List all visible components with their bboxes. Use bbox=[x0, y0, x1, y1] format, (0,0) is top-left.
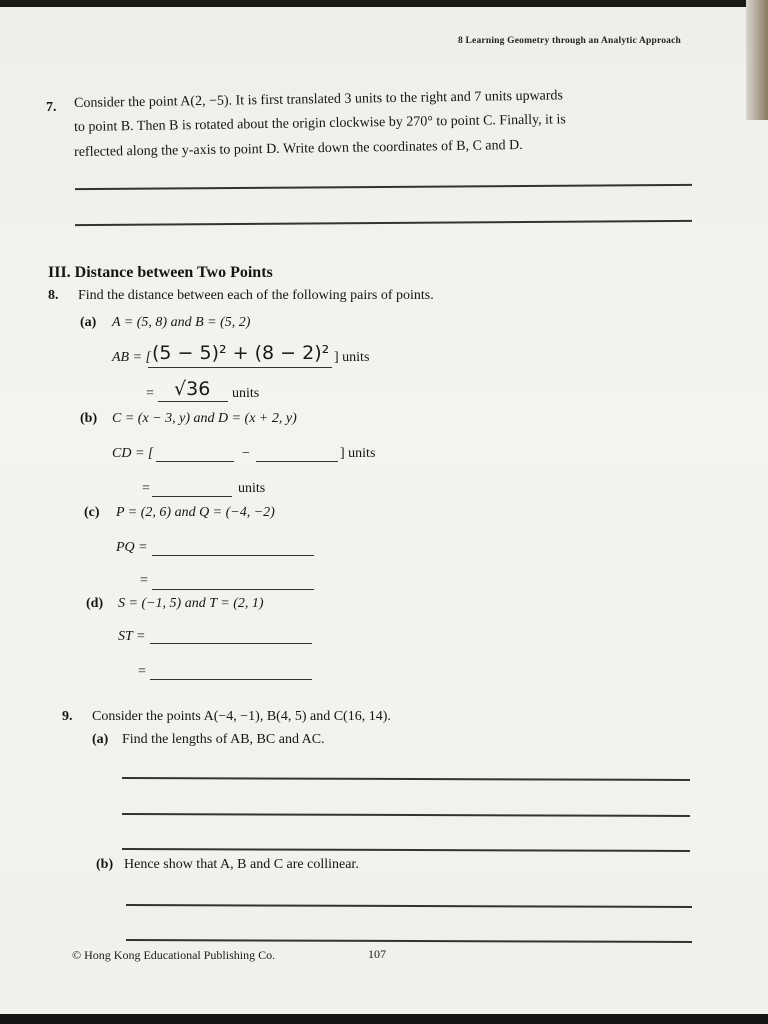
scan-right-edge bbox=[746, 0, 768, 120]
page-number: 107 bbox=[368, 947, 386, 961]
q7-number: 7. bbox=[46, 100, 57, 115]
q9a-answer-line-1[interactable] bbox=[122, 777, 690, 780]
q9b-answer-line-2[interactable] bbox=[126, 939, 692, 942]
q9-prompt: Consider the points A(−4, −1), B(4, 5) and C(16, 14). bbox=[92, 709, 391, 724]
q8a-equals: = bbox=[146, 386, 154, 401]
q9-number: 9. bbox=[62, 709, 73, 724]
q8b-blank-2[interactable] bbox=[256, 461, 338, 462]
q8d-blank-1[interactable] bbox=[150, 643, 312, 644]
scan-top-edge bbox=[0, 0, 768, 7]
q8b-equals: = bbox=[142, 481, 150, 496]
running-header: 8 Learning Geometry through an Analytic Approach bbox=[458, 36, 682, 46]
q8c-equals: = bbox=[140, 573, 148, 588]
q7-answer-line-2[interactable] bbox=[75, 220, 692, 226]
scan-bottom-edge bbox=[0, 1014, 768, 1024]
q8b-blank-3[interactable] bbox=[152, 496, 232, 497]
q8b-blank-1[interactable] bbox=[156, 461, 234, 462]
q8a-lhs: AB = [ bbox=[112, 350, 151, 365]
q8c-label: (c) bbox=[84, 505, 100, 520]
publisher-credit: © Hong Kong Educational Publishing Co. bbox=[72, 948, 276, 962]
q8b-close: ] units bbox=[340, 446, 376, 461]
q8d-given: S = (−1, 5) and T = (2, 1) bbox=[118, 596, 264, 611]
q8a-close: ] units bbox=[334, 350, 370, 365]
q8-number: 8. bbox=[48, 288, 59, 303]
q8d-lhs: ST = bbox=[118, 629, 146, 644]
q9b-label: (b) bbox=[96, 857, 114, 872]
q8b-lhs: CD = [ bbox=[112, 446, 154, 461]
q8a-blank-1[interactable] bbox=[148, 367, 332, 368]
q8a-blank-2[interactable] bbox=[158, 401, 228, 402]
q8b-minus: − bbox=[242, 446, 250, 461]
q8b-given: C = (x − 3, y) and D = (x + 2, y) bbox=[112, 411, 297, 426]
section-title: III. Distance between Two Points bbox=[48, 264, 273, 281]
q8a-handwritten-answer: √36 bbox=[174, 378, 211, 400]
q8c-given: P = (2, 6) and Q = (−4, −2) bbox=[116, 505, 275, 520]
q8-prompt: Find the distance between each of the following pairs of points. bbox=[78, 288, 434, 303]
q8a-label: (a) bbox=[80, 315, 97, 330]
q8b-unit: units bbox=[238, 481, 266, 496]
q7-line-1: Consider the point A(2, −5). It is first translated 3 units to the right and 7 units upwards bbox=[74, 88, 564, 111]
q7-line-3: reflected along the y-axis to point D. Write down the coordinates of B, C and D. bbox=[74, 137, 523, 160]
q7-answer-line-1[interactable] bbox=[75, 184, 692, 190]
q8c-blank-2[interactable] bbox=[152, 589, 314, 590]
q8d-blank-2[interactable] bbox=[150, 679, 312, 680]
q8a-given: A = (5, 8) and B = (5, 2) bbox=[112, 315, 251, 330]
q8d-label: (d) bbox=[86, 596, 104, 611]
q8b-label: (b) bbox=[80, 411, 98, 426]
q9b-answer-line-1[interactable] bbox=[126, 904, 692, 907]
q7-line-2: to point B. Then B is rotated about the origin clockwise by 270° to point C. Finally, it is bbox=[74, 112, 566, 135]
q9a-answer-line-2[interactable] bbox=[122, 813, 690, 816]
q9a-answer-line-3[interactable] bbox=[122, 848, 690, 851]
q8c-blank-1[interactable] bbox=[152, 555, 314, 556]
q8a-handwritten-expression: (5 − 5)² + (8 − 2)² bbox=[152, 342, 330, 364]
q9b-text: Hence show that A, B and C are collinear. bbox=[124, 857, 359, 872]
q8a-unit: units bbox=[232, 386, 260, 401]
q9a-label: (a) bbox=[92, 732, 109, 747]
q8c-lhs: PQ = bbox=[116, 540, 148, 555]
q8d-equals: = bbox=[138, 664, 146, 679]
q9a-text: Find the lengths of AB, BC and AC. bbox=[122, 732, 325, 747]
